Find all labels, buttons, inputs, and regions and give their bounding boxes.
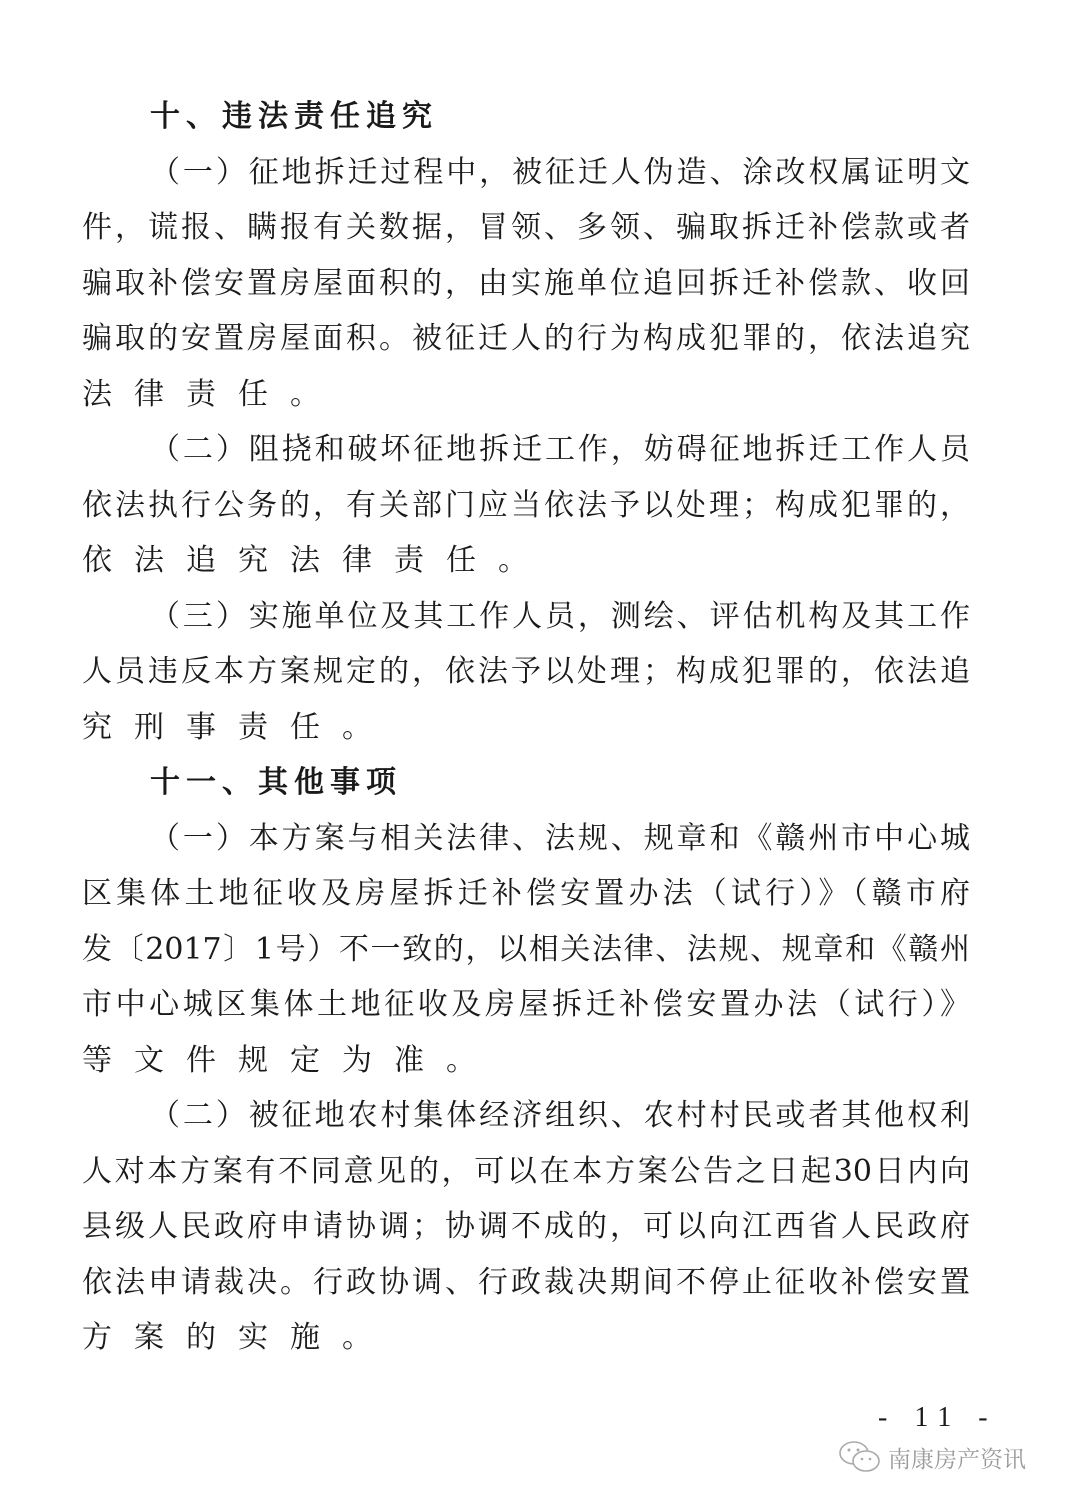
paragraph-line: 县级人民政府申请协调；协调不成的，可以向江西省人民政府 [82,1209,970,1244]
watermark [838,1440,1026,1474]
paragraph-line: 骗取的安置房屋面积。被征迁人的行为构成犯罪的，依法追究 [82,321,970,356]
page-number: - 11 - [878,1402,998,1433]
paragraph-line: 件，谎报、瞒报有关数据，冒领、多领、骗取拆迁补偿款或者 [82,210,970,245]
paragraph-line: 依法执行公务的，有关部门应当依法予以处理；构成犯罪的， [82,487,970,523]
paragraph-line: 人员违反本方案规定的，依法予以处理；构成犯罪的，依法追 [82,654,970,689]
paragraph-line: （二）阻挠和破坏征地拆迁工作，妨碍征地拆迁工作人员 [150,432,970,467]
paragraph-line: 究刑事责任。 [82,709,394,745]
paragraph-line: 骗取补偿安置房屋面积的，由实施单位追回拆迁补偿款、收回 [82,265,970,301]
paragraph-line: 区集体土地征收及房屋拆迁补偿安置办法（试行）》（赣市府 [82,876,970,911]
paragraph-line: （三）实施单位及其工作人员，测绘、评估机构及其工作 [150,598,970,634]
paragraph-line: 人对本方案有不同意见的，可以在本方案公告之日起30日内向 [82,1153,970,1189]
paragraph-line: （一）征地拆迁过程中，被征迁人伪造、涂改权属证明文 [150,154,970,190]
wechat-icon [838,1440,882,1474]
paragraph-line: 方案的实施。 [82,1320,394,1355]
section-heading: 十、违法责任追究 [150,99,438,134]
paragraph-line: 依法追究法律责任。 [82,543,550,578]
paragraph-line: 市中心城区集体土地征收及房屋拆迁补偿安置办法（试行）》 [82,987,970,1022]
paragraph-line: （一）本方案与相关法律、法规、规章和《赣州市中心城 [150,820,970,856]
section-heading: 十一、其他事项 [150,765,402,800]
paragraph-line: 依法申请裁决。行政协调、行政裁决期间不停止征收补偿安置 [82,1264,970,1300]
paragraph-line: 等文件规定为准。 [82,1042,498,1078]
paragraph-line: 发〔2017〕1号）不一致的，以相关法律、法规、规章和《赣州 [82,931,970,967]
paragraph-line: （二）被征地农村集体经济组织、农村村民或者其他权利 [150,1098,970,1133]
watermark-text: 南康房产资讯 [888,1446,1026,1473]
paragraph-line: 法律责任。 [82,376,342,412]
